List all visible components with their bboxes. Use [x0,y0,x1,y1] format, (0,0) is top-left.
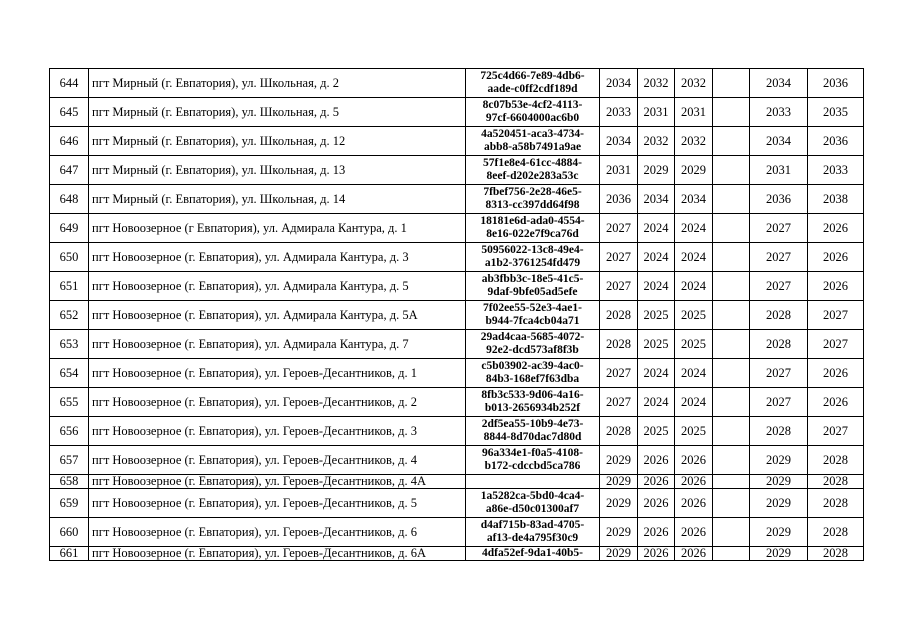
year-cell-6: 2036 [808,69,864,98]
row-number-cell: 648 [50,185,89,214]
address-cell: пгт Мирный (г. Евпатория), ул. Школьная, д. 14 [89,185,466,214]
guid-line: 7f02ee55-52e3-4ae1- [483,302,582,314]
year-cell-4 [713,417,750,446]
year-cell-4 [713,98,750,127]
year-cell-5: 2027 [750,359,808,388]
year-cell-1: 2027 [600,359,638,388]
year-cell-5: 2028 [750,417,808,446]
year-cell-6: 2033 [808,156,864,185]
year-cell-3: 2026 [675,475,713,489]
row-number-cell: 649 [50,214,89,243]
address-cell: пгт Новоозерное (г. Евпатория), ул. Адмирала Кантура, д. 7 [89,330,466,359]
year-cell-1: 2027 [600,214,638,243]
guid-line: a86e-d50c01300af7 [485,503,580,515]
year-cell-6: 2038 [808,185,864,214]
registry-table [49,68,864,561]
year-cell-4 [713,243,750,272]
year-cell-5: 2036 [750,185,808,214]
year-cell-1: 2033 [600,98,638,127]
year-cell-5: 2031 [750,156,808,185]
year-cell-1: 2027 [600,272,638,301]
guid-line: d4af715b-83ad-4705- [480,519,585,531]
year-cell-1: 2028 [600,301,638,330]
year-cell-3: 2026 [675,489,713,518]
table-row [50,388,864,417]
row-number-cell: 660 [50,518,89,547]
table-row [50,98,864,127]
guid-line: 92e2-dcd573af8f3b [486,344,579,356]
guid-cell [466,214,600,243]
row-number-cell: 650 [50,243,89,272]
year-cell-5: 2029 [750,446,808,475]
year-cell-1: 2029 [600,547,638,561]
year-cell-6: 2028 [808,547,864,561]
year-cell-4 [713,214,750,243]
year-cell-3: 2025 [675,417,713,446]
guid-line: 8fb3c533-9d06-4a16- [481,389,584,401]
year-cell-4 [713,489,750,518]
year-cell-2: 2026 [638,446,675,475]
guid-line: 50956022-13c8-49e4- [481,244,584,256]
address-cell: пгт Новоозерное (г Евпатория), ул. Адмирала Кантура, д. 1 [89,214,466,243]
year-cell-1: 2036 [600,185,638,214]
address-cell: пгт Новоозерное (г. Евпатория), ул. Адмирала Кантура, д. 3 [89,243,466,272]
year-cell-1: 2031 [600,156,638,185]
year-cell-2: 2026 [638,518,675,547]
guid-cell [466,243,600,272]
guid-line: 4a520451-aca3-4734- [481,128,584,140]
year-cell-2: 2032 [638,127,675,156]
guid-line: af13-de4a795f30c9 [486,532,579,544]
year-cell-5: 2027 [750,388,808,417]
address-cell: пгт Новоозерное (г. Евпатория), ул. Героев-Десантников, д. 2 [89,388,466,417]
year-cell-5: 2028 [750,330,808,359]
row-number-cell: 645 [50,98,89,127]
guid-line: 18181e6d-ada0-4554- [480,215,585,227]
year-cell-6: 2027 [808,330,864,359]
address-cell: пгт Новоозерное (г. Евпатория), ул. Героев-Десантников, д. 4А [89,475,466,489]
guid-line: b013-2656934b252f [484,402,581,414]
guid-cell [466,185,600,214]
year-cell-6: 2028 [808,489,864,518]
guid-line: 9daf-9bfe05ad5efe [487,286,578,298]
guid-line: 8eef-d202e283a53c [486,170,579,182]
address-cell: пгт Мирный (г. Евпатория), ул. Школьная, д. 13 [89,156,466,185]
guid-line: 8844-8d70dac7d80d [483,431,582,443]
year-cell-1: 2029 [600,518,638,547]
year-cell-6: 2026 [808,243,864,272]
row-number-cell: 646 [50,127,89,156]
year-cell-2: 2024 [638,272,675,301]
guid-cell [466,489,600,518]
year-cell-2: 2026 [638,489,675,518]
guid-line: 725c4d66-7e89-4db6- [480,70,585,82]
row-number-cell: 655 [50,388,89,417]
year-cell-3: 2025 [675,301,713,330]
year-cell-1: 2034 [600,69,638,98]
year-cell-2: 2024 [638,243,675,272]
address-cell: пгт Новоозерное (г. Евпатория), ул. Героев-Десантников, д. 5 [89,489,466,518]
table-row [50,156,864,185]
year-cell-5: 2029 [750,489,808,518]
row-number-cell: 659 [50,489,89,518]
year-cell-3: 2025 [675,330,713,359]
year-cell-5: 2033 [750,98,808,127]
guid-cell [466,272,600,301]
table-row [50,127,864,156]
table-row [50,69,864,98]
address-cell: пгт Мирный (г. Евпатория), ул. Школьная, д. 5 [89,98,466,127]
guid-cell [466,301,600,330]
year-cell-4 [713,388,750,417]
guid-line: 8c07b53e-4cf2-4113- [482,99,583,111]
year-cell-3: 2026 [675,518,713,547]
year-cell-2: 2034 [638,185,675,214]
year-cell-1: 2034 [600,127,638,156]
guid-cell [466,518,600,547]
year-cell-3: 2024 [675,243,713,272]
year-cell-2: 2031 [638,98,675,127]
table-row [50,272,864,301]
year-cell-4 [713,127,750,156]
year-cell-3: 2024 [675,388,713,417]
guid-line: 8e16-022e7f9ca76d [486,228,579,240]
year-cell-2: 2026 [638,547,675,561]
year-cell-2: 2029 [638,156,675,185]
guid-cell [466,359,600,388]
year-cell-3: 2026 [675,547,713,561]
year-cell-2: 2024 [638,359,675,388]
year-cell-2: 2024 [638,388,675,417]
table-row [50,489,864,518]
year-cell-6: 2026 [808,272,864,301]
year-cell-2: 2024 [638,214,675,243]
year-cell-4 [713,156,750,185]
guid-line: 1a5282ca-5bd0-4ca4- [480,490,585,502]
guid-cell [466,388,600,417]
guid-cell [466,69,600,98]
guid-cell [466,446,600,475]
guid-line: 4dfa52ef-9da1-40b5- [482,547,583,559]
year-cell-3: 2034 [675,185,713,214]
year-cell-6: 2028 [808,446,864,475]
address-cell: пгт Новоозерное (г. Евпатория), ул. Героев-Десантников, д. 6А [89,547,466,561]
row-number-cell: 654 [50,359,89,388]
guid-cell [466,98,600,127]
guid-line: 7fbef756-2e28-46e5- [483,186,582,198]
row-number-cell: 657 [50,446,89,475]
guid-cell [466,547,600,561]
guid-cell [466,330,600,359]
year-cell-4 [713,185,750,214]
guid-line: 96a334e1-f0a5-4108- [482,447,583,459]
guid-line: 97cf-6604000ac6b0 [485,112,580,124]
year-cell-2: 2026 [638,475,675,489]
table-row [50,243,864,272]
year-cell-1: 2028 [600,330,638,359]
year-cell-6: 2028 [808,475,864,489]
row-number-cell: 658 [50,475,89,489]
year-cell-6: 2026 [808,359,864,388]
year-cell-5: 2034 [750,127,808,156]
table-row [50,417,864,446]
year-cell-3: 2029 [675,156,713,185]
guid-cell [466,127,600,156]
year-cell-3: 2024 [675,272,713,301]
year-cell-4 [713,475,750,489]
year-cell-1: 2029 [600,489,638,518]
guid-line: aade-c0ff2cdf189d [487,83,578,95]
year-cell-2: 2025 [638,301,675,330]
row-number-cell: 656 [50,417,89,446]
guid-line: a1b2-3761254fd479 [484,257,581,269]
address-cell: пгт Мирный (г. Евпатория), ул. Школьная, д. 2 [89,69,466,98]
row-number-cell: 653 [50,330,89,359]
year-cell-2: 2032 [638,69,675,98]
year-cell-6: 2027 [808,301,864,330]
table-row [50,446,864,475]
year-cell-5: 2027 [750,214,808,243]
guid-line: 84b3-168ef7f63dba [485,373,580,385]
year-cell-5: 2029 [750,547,808,561]
year-cell-2: 2025 [638,417,675,446]
row-number-cell: 652 [50,301,89,330]
year-cell-4 [713,330,750,359]
guid-cell [466,156,600,185]
year-cell-3: 2024 [675,359,713,388]
year-cell-4 [713,446,750,475]
guid-line: b944-7fca4cb04a71 [485,315,580,327]
guid-cell [466,475,600,489]
table-row [50,547,864,561]
year-cell-5: 2027 [750,243,808,272]
row-number-cell: 647 [50,156,89,185]
guid-line: 29ad4caa-5685-4072- [480,331,585,343]
year-cell-4 [713,359,750,388]
table-row [50,330,864,359]
year-cell-5: 2029 [750,518,808,547]
year-cell-1: 2029 [600,446,638,475]
registry-table-body [50,69,864,561]
guid-line: c5b03902-ac39-4ac0- [481,360,584,372]
year-cell-1: 2029 [600,475,638,489]
registry-table-container [49,68,863,561]
year-cell-1: 2028 [600,417,638,446]
year-cell-6: 2026 [808,214,864,243]
table-row [50,301,864,330]
year-cell-1: 2027 [600,388,638,417]
row-number-cell: 651 [50,272,89,301]
table-row [50,214,864,243]
guid-line: ab3fbb3c-18e5-41c5- [481,273,584,285]
row-number-cell: 661 [50,547,89,561]
address-cell: пгт Новоозерное (г. Евпатория), ул. Героев-Десантников, д. 4 [89,446,466,475]
guid-line: 8313-cc397dd64f98 [485,199,580,211]
table-row [50,475,864,489]
address-cell: пгт Новоозерное (г. Евпатория), ул. Героев-Десантников, д. 1 [89,359,466,388]
table-row [50,359,864,388]
guid-line: b172-cdccbd5ca786 [484,460,581,472]
table-row [50,518,864,547]
year-cell-5: 2034 [750,69,808,98]
year-cell-3: 2026 [675,446,713,475]
year-cell-4 [713,69,750,98]
year-cell-2: 2025 [638,330,675,359]
row-number-cell: 644 [50,69,89,98]
address-cell: пгт Новоозерное (г. Евпатория), ул. Героев-Десантников, д. 3 [89,417,466,446]
guid-line: 2df5ea55-10b9-4e73- [481,418,584,430]
guid-line: abb8-a58b7491a9ae [483,141,582,153]
year-cell-1: 2027 [600,243,638,272]
year-cell-5: 2027 [750,272,808,301]
year-cell-4 [713,518,750,547]
year-cell-5: 2029 [750,475,808,489]
year-cell-6: 2026 [808,388,864,417]
address-cell: пгт Новоозерное (г. Евпатория), ул. Героев-Десантников, д. 6 [89,518,466,547]
year-cell-4 [713,272,750,301]
table-row [50,185,864,214]
year-cell-3: 2032 [675,69,713,98]
guid-cell [466,417,600,446]
address-cell: пгт Мирный (г. Евпатория), ул. Школьная, д. 12 [89,127,466,156]
year-cell-5: 2028 [750,301,808,330]
year-cell-4 [713,547,750,561]
year-cell-6: 2036 [808,127,864,156]
year-cell-4 [713,301,750,330]
year-cell-3: 2032 [675,127,713,156]
address-cell: пгт Новоозерное (г. Евпатория), ул. Адмирала Кантура, д. 5 [89,272,466,301]
year-cell-6: 2028 [808,518,864,547]
year-cell-3: 2024 [675,214,713,243]
guid-line: 57f1e8e4-61cc-4884- [483,157,582,169]
year-cell-6: 2035 [808,98,864,127]
year-cell-3: 2031 [675,98,713,127]
address-cell: пгт Новоозерное (г. Евпатория), ул. Адмирала Кантура, д. 5А [89,301,466,330]
year-cell-6: 2027 [808,417,864,446]
